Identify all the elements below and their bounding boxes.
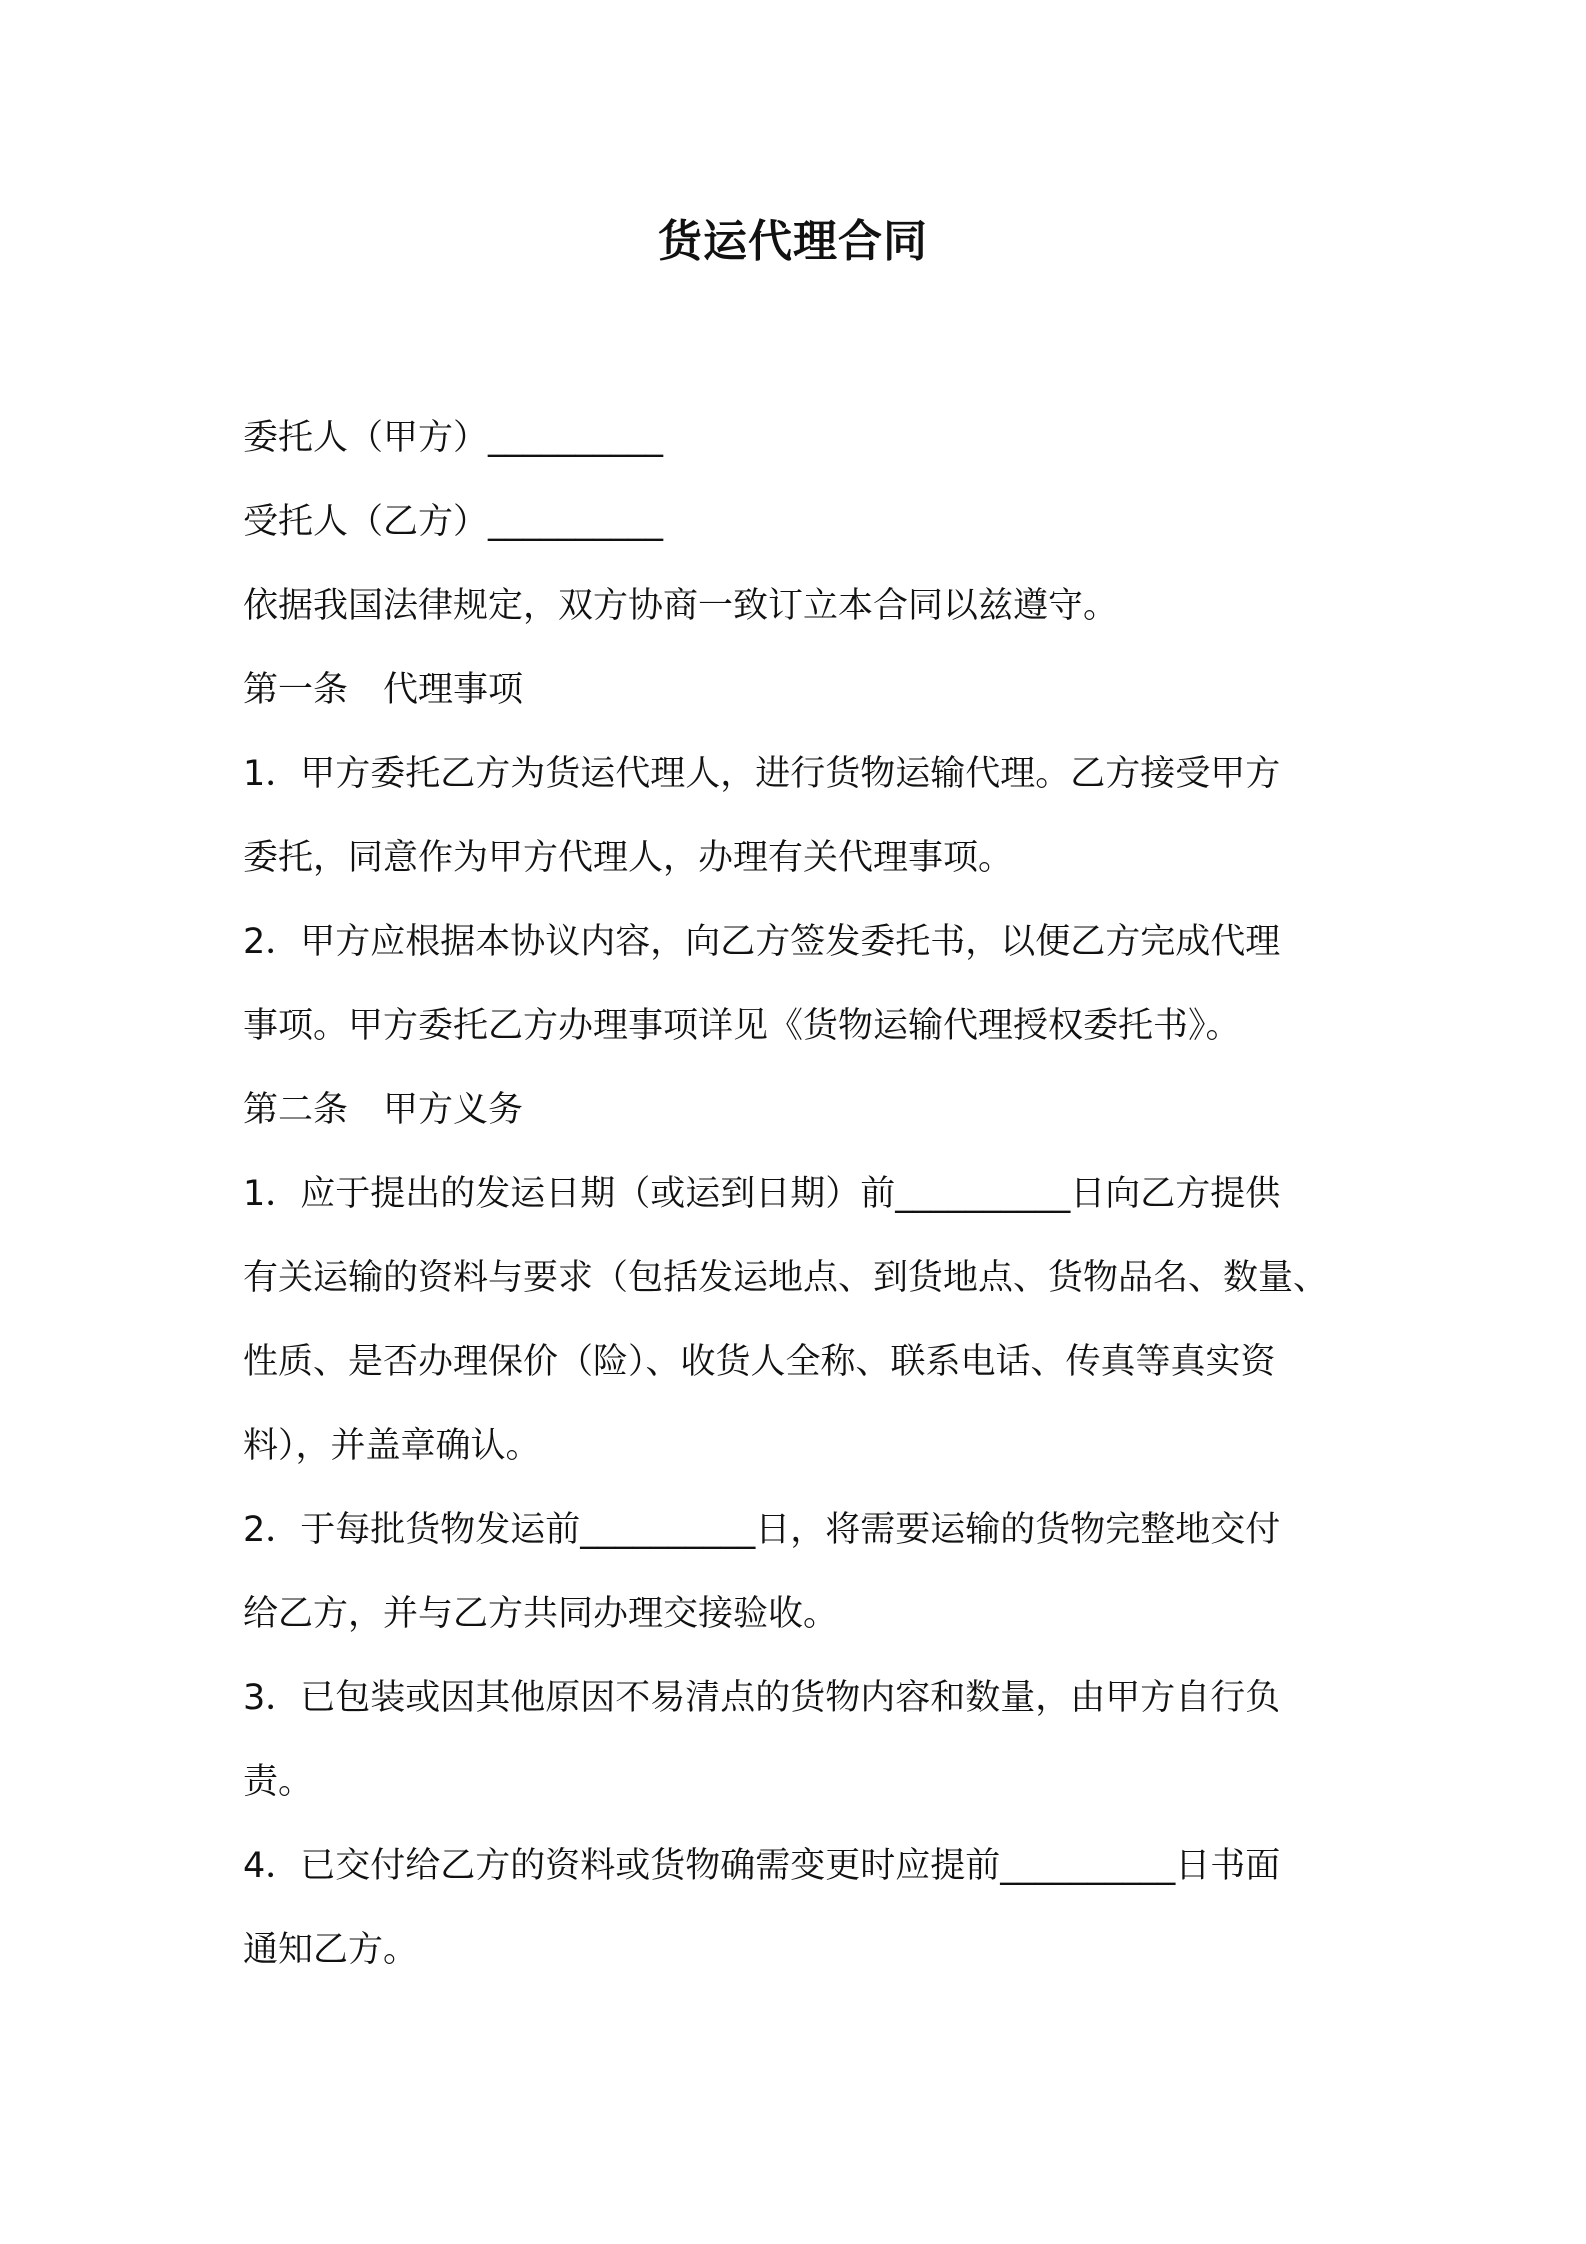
article-2-heading: 第二条 甲方义务 <box>243 1090 524 1130</box>
article-2-clause-1-line-2: 有关运输的资料与要求（包括发运地点、到货地点、货物品名、数量、 <box>243 1258 1329 1298</box>
article-2-clause-2-line-1: 2．于每批货物发运前__________日，将需要运输的货物完整地交付 <box>243 1510 1281 1550</box>
article-2-clause-4-line-2: 通知乙方。 <box>243 1930 419 1970</box>
party-b-line: 受托人（乙方）__________ <box>243 502 664 542</box>
article-2-clause-4-line-1: 4．已交付给乙方的资料或货物确需变更时应提前__________日书面 <box>243 1846 1281 1886</box>
article-2-clause-3-line-2: 责。 <box>243 1762 314 1802</box>
article-2-clause-1-line-4: 料），并盖章确认。 <box>243 1426 541 1466</box>
article-1-clause-1-line-2: 委托，同意作为甲方代理人，办理有关代理事项。 <box>243 838 1014 878</box>
article-1-clause-2-line-1: 2．甲方应根据本协议内容，向乙方签发委托书，以便乙方完成代理 <box>243 922 1281 962</box>
party-a-line: 委托人（甲方）__________ <box>243 418 664 458</box>
document-title: 货运代理合同 <box>658 216 928 267</box>
article-1-clause-2-line-2: 事项。甲方委托乙方办理事项详见《货物运输代理授权委托书》。 <box>243 1006 1241 1046</box>
article-1-heading: 第一条 代理事项 <box>243 670 524 710</box>
article-2-clause-2-line-2: 给乙方，并与乙方共同办理交接验收。 <box>243 1594 839 1634</box>
article-2-clause-3-line-1: 3．已包装或因其他原因不易清点的货物内容和数量，由甲方自行负 <box>243 1678 1281 1718</box>
article-2-clause-1-line-3: 性质、是否办理保价（险）、收货人全称、联系电话、传真等真实资 <box>243 1342 1276 1382</box>
preamble-line: 依据我国法律规定，双方协商一致订立本合同以兹遵守。 <box>243 586 1119 626</box>
article-2-clause-1-line-1: 1．应于提出的发运日期（或运到日期）前__________日向乙方提供 <box>243 1174 1281 1214</box>
article-1-clause-1-line-1: 1．甲方委托乙方为货运代理人，进行货物运输代理。乙方接受甲方 <box>243 754 1281 794</box>
document-body <box>243 396 1358 1992</box>
